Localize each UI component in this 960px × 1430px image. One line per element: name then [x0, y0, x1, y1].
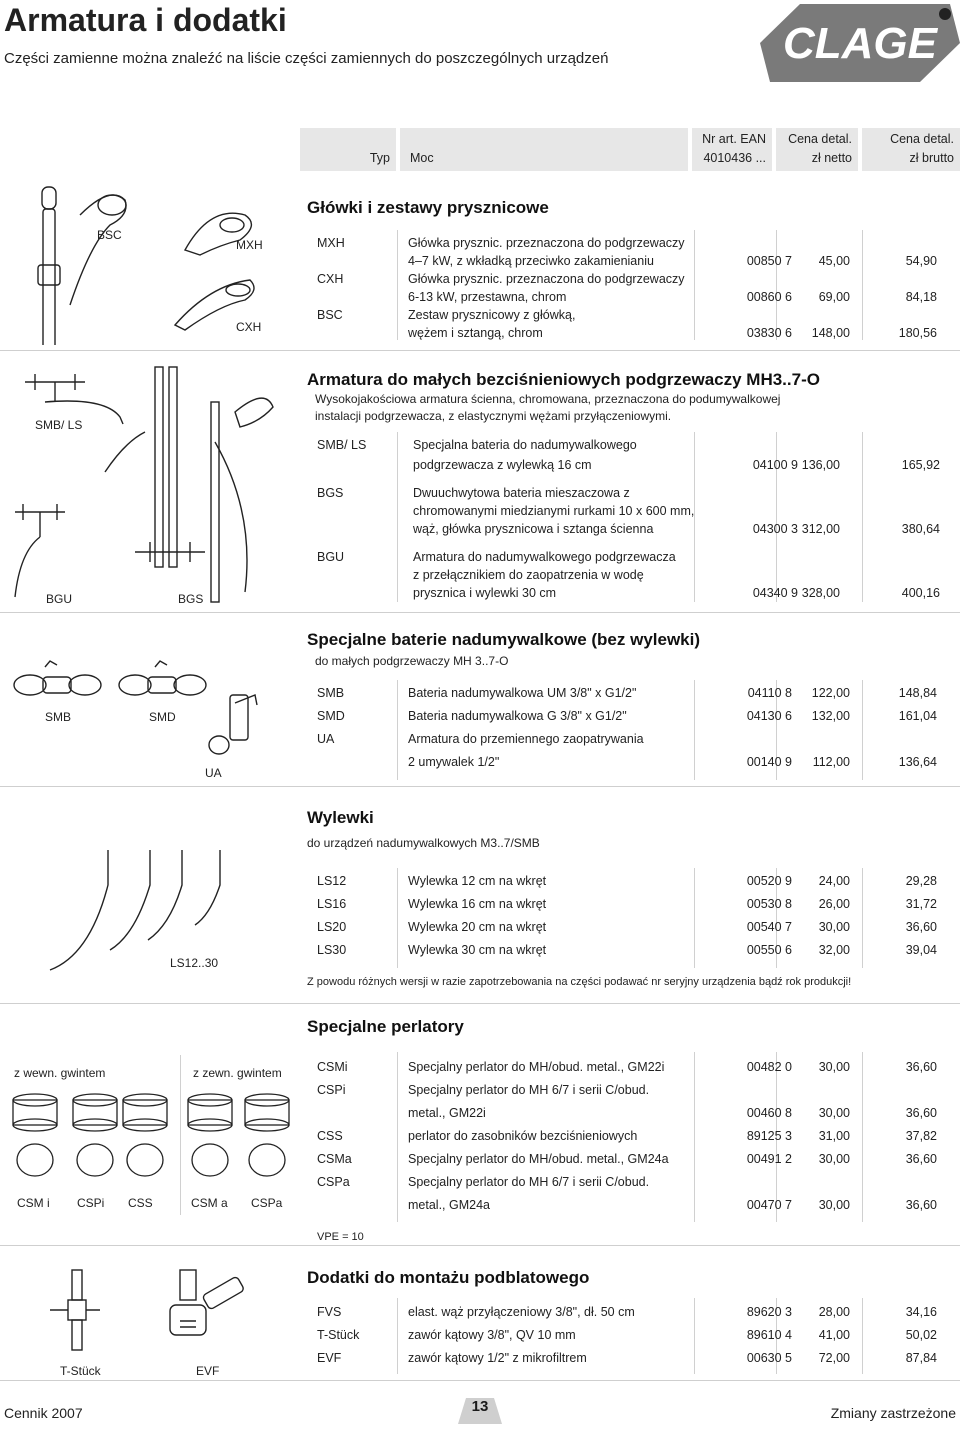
- desc-cell: zawór kątowy 1/2" z mikrofiltrem: [408, 1351, 587, 1365]
- net-price-cell: 32,00: [818, 943, 850, 957]
- table-row: [300, 1060, 960, 1080]
- img-label-csm-a: CSM a: [191, 1196, 228, 1210]
- gross-price-cell: 39,04: [905, 943, 937, 957]
- type-cell: LS20: [317, 920, 347, 934]
- desc-cell: Bateria nadumywalkowa UM 3/8" x G1/2": [408, 686, 637, 700]
- ean-cell: 00470 7: [746, 1198, 792, 1212]
- desc-cell: metal., GM24a: [408, 1198, 490, 1212]
- net-price-cell: 45,00: [818, 254, 850, 268]
- net-price-cell: 30,00: [818, 1152, 850, 1166]
- header-net: Cena detal. zł netto: [776, 128, 858, 171]
- type-cell: EVF: [317, 1351, 342, 1365]
- section-title-shower-heads: Główki i zestawy prysznicowe: [307, 198, 549, 217]
- net-price-cell: 30,00: [818, 1106, 850, 1120]
- desc-cell: chromowanymi miedzianymi rurkami 10 x 600 mm,: [413, 504, 695, 518]
- spouts-illustration: [30, 845, 270, 980]
- table-row: [300, 943, 960, 963]
- type-cell: UA: [317, 732, 335, 746]
- img-label-ua: UA: [205, 766, 222, 780]
- ean-cell: 00482 0: [746, 1060, 792, 1074]
- table-row: [300, 874, 960, 894]
- desc-cell: Wylewka 20 cm na wkręt: [408, 920, 547, 934]
- s2-block: [300, 438, 960, 608]
- page-subtitle: Części zamienne można znaleźć na liście części zamiennych do poszczególnych urządzeń: [4, 50, 609, 67]
- section-title-small-heater-fittings: Armatura do małych bezciśnieniowych podgrzewaczy MH3..7-O: [307, 370, 820, 389]
- net-price-cell: 69,00: [818, 290, 850, 304]
- img-label-evf: EVF: [196, 1364, 220, 1378]
- page-number: 13: [471, 1398, 489, 1415]
- type-cell: FVS: [317, 1305, 342, 1319]
- s3-block: [300, 686, 960, 786]
- net-price-cell: 122,00: [811, 686, 850, 700]
- gross-price-cell: 37,82: [905, 1129, 937, 1143]
- desc-cell: Specjalna bateria do nadumywalkowego: [413, 438, 637, 452]
- desc-cell: Specjalny perlator do MH/obud. metal., GM22i: [408, 1060, 665, 1074]
- gross-price-cell: 84,18: [905, 290, 937, 304]
- net-price-cell: 72,00: [818, 1351, 850, 1365]
- s4-block: [300, 874, 960, 970]
- type-cell: CSPa: [317, 1175, 350, 1189]
- table-row: [300, 1106, 960, 1126]
- gross-price-cell: 36,60: [905, 920, 937, 934]
- table-row: [300, 1175, 960, 1195]
- gross-price-cell: 36,60: [905, 1198, 937, 1212]
- img-label-cspa: CSPa: [251, 1196, 283, 1210]
- ean-cell: 03830 6: [746, 326, 792, 340]
- desc-cell: 2 umywalek 1/2": [408, 755, 500, 769]
- section-title-aerators: Specjalne perlatory: [307, 1017, 464, 1036]
- desc-cell: Wylewka 30 cm na wkręt: [408, 943, 547, 957]
- section-title-spouts: Wylewki: [307, 808, 374, 827]
- ean-cell: 00850 7: [746, 254, 792, 268]
- img-label-external-thread: z zewn. gwintem: [193, 1066, 282, 1080]
- s1-block: [300, 236, 960, 346]
- img-label-bgs: BGS: [178, 592, 204, 606]
- ean-cell: 00491 2: [746, 1152, 792, 1166]
- gross-price-cell: 148,84: [898, 686, 937, 700]
- footer-price-list: Cennik 2007: [4, 1405, 83, 1421]
- table-row: [300, 755, 960, 775]
- table-row: [300, 709, 960, 729]
- type-cell: BGS: [317, 486, 344, 500]
- net-price-cell: 132,00: [811, 709, 850, 723]
- img-label-bsc: BSC: [97, 228, 122, 242]
- ean-cell: 89620 3: [746, 1305, 792, 1319]
- gross-price-cell: 36,60: [905, 1060, 937, 1074]
- clage-logo: [760, 2, 960, 84]
- desc-cell: Dwuuchwytowa bateria mieszaczowa z: [413, 486, 630, 500]
- serial-number-note: Z powodu różnych wersji w razie zapotrzebowania na części podawać nr seryjny urządzenia bądź rok produkcji!: [307, 976, 852, 988]
- aerators-illustration: [5, 1080, 295, 1185]
- section-desc: do małych podgrzewaczy MH 3..7-O: [315, 654, 509, 668]
- gross-price-cell: 136,64: [898, 755, 937, 769]
- ean-cell: 04100 9: [752, 458, 798, 472]
- desc-cell: Główka prysznic. przeznaczona do podgrzewaczy: [408, 272, 685, 286]
- img-label-t-stueck: T-Stück: [60, 1364, 101, 1378]
- footer-changes-reserved: Zmiany zastrzeżone: [830, 1405, 956, 1421]
- desc-cell: wąż, główka prysznicowa i sztanga ścienna: [413, 522, 654, 536]
- header-typ: Typ: [300, 128, 396, 171]
- img-label-smb: SMB: [45, 710, 72, 724]
- section-desc-line1: Wysokojakościowa armatura ścienna, chromowana, przeznaczona do podumywalkowej: [315, 392, 781, 406]
- gross-price-cell: 400,16: [901, 586, 940, 600]
- table-row: [300, 1129, 960, 1149]
- desc-cell: Wylewka 16 cm na wkręt: [408, 897, 547, 911]
- table-header: [300, 128, 960, 171]
- ean-cell: 00530 8: [746, 897, 792, 911]
- img-label-cspi: CSPi: [77, 1196, 105, 1210]
- type-cell: BSC: [317, 308, 343, 322]
- header-ean: Nr art. EAN 4010436 ...: [692, 128, 772, 171]
- ean-cell: 00630 5: [746, 1351, 792, 1365]
- type-cell: LS30: [317, 943, 347, 957]
- desc-cell: 4–7 kW, z wkładką przeciwko zakamienianiu: [408, 254, 654, 268]
- gross-price-cell: 380,64: [901, 522, 940, 536]
- table-row: [300, 686, 960, 706]
- page-title: Armatura i dodatki: [4, 2, 287, 38]
- gross-price-cell: 36,60: [905, 1106, 937, 1120]
- type-cell: CSMa: [317, 1152, 352, 1166]
- img-label-csm-i: CSM i: [17, 1196, 50, 1210]
- type-cell: CSPi: [317, 1083, 346, 1097]
- desc-cell: Wylewka 12 cm na wkręt: [408, 874, 547, 888]
- table-row: [300, 1198, 960, 1218]
- gross-price-cell: 31,72: [905, 897, 937, 911]
- desc-cell: podgrzewacza z wylewką 16 cm: [413, 458, 592, 472]
- desc-cell: Armatura do przemiennego zaopatrywania: [408, 732, 644, 746]
- img-label-smb-ls: SMB/ LS: [35, 418, 83, 432]
- ean-cell: 89610 4: [746, 1328, 792, 1342]
- type-cell: SMD: [317, 709, 345, 723]
- net-price-cell: 24,00: [818, 874, 850, 888]
- net-price-cell: 112,00: [812, 755, 850, 769]
- gross-price-cell: 36,60: [905, 1152, 937, 1166]
- type-cell: SMB/ LS: [317, 438, 367, 452]
- accessories-illustration: [40, 1265, 260, 1365]
- table-row: [300, 1083, 960, 1103]
- ean-cell: 04340 9: [752, 586, 798, 600]
- desc-cell: Główka prysznic. przeznaczona do podgrzewaczy: [408, 236, 685, 250]
- type-cell: CSMi: [317, 1060, 348, 1074]
- type-cell: MXH: [317, 236, 345, 250]
- table-row: [300, 920, 960, 940]
- desc-cell: perlator do zasobników bezciśnieniowych: [408, 1129, 638, 1143]
- gross-price-cell: 34,16: [905, 1305, 937, 1319]
- img-label-internal-thread: z wewn. gwintem: [14, 1066, 106, 1080]
- table-row: [300, 732, 960, 752]
- header-moc: Moc: [400, 128, 688, 171]
- desc-cell: elast. wąż przyłączeniowy 3/8", dł. 50 cm: [408, 1305, 635, 1319]
- svg-text:CLAGE: CLAGE: [783, 19, 937, 68]
- section-title-mounting-accessories: Dodatki do montażu podblatowego: [307, 1268, 590, 1287]
- desc-cell: metal., GM22i: [408, 1106, 486, 1120]
- section-desc-line2: instalacji podgrzewacza, z elastycznymi wężami przyłączeniowymi.: [315, 409, 672, 423]
- vpe-note: VPE = 10: [317, 1231, 364, 1243]
- desc-cell: 6-13 kW, przestawna, chrom: [408, 290, 567, 304]
- img-label-smd: SMD: [149, 710, 176, 724]
- header-gross: Cena detal. zł brutto: [862, 128, 960, 171]
- table-row: [300, 897, 960, 917]
- type-cell: LS12: [317, 874, 347, 888]
- img-label-bgu: BGU: [46, 592, 73, 606]
- section-desc: do urządzeń nadumywalkowych M3..7/SMB: [307, 836, 540, 850]
- desc-cell: Zestaw prysznicowy z główką,: [408, 308, 576, 322]
- ean-cell: 00460 8: [746, 1106, 792, 1120]
- net-price-cell: 26,00: [818, 897, 850, 911]
- type-cell: BGU: [317, 550, 345, 564]
- type-cell: T-Stück: [317, 1328, 360, 1342]
- net-price-cell: 31,00: [818, 1129, 850, 1143]
- desc-cell: wężem i sztangą, chrom: [408, 326, 543, 340]
- table-row: [300, 1305, 960, 1325]
- net-price-cell: 312,00: [801, 522, 840, 536]
- desc-cell: Specjalny perlator do MH 6/7 i serii C/obud.: [408, 1083, 650, 1097]
- net-price-cell: 28,00: [818, 1305, 850, 1319]
- table-row: [300, 1351, 960, 1371]
- desc-cell: Bateria nadumywalkowa G 3/8" x G1/2": [408, 709, 627, 723]
- net-price-cell: 41,00: [818, 1328, 850, 1342]
- img-label-ls: LS12..30: [170, 956, 219, 970]
- ean-cell: 04130 6: [746, 709, 792, 723]
- net-price-cell: 30,00: [818, 1060, 850, 1074]
- ean-cell: 04110 8: [747, 686, 792, 700]
- net-price-cell: 136,00: [801, 458, 840, 472]
- img-label-css: CSS: [128, 1196, 153, 1210]
- ean-cell: 00860 6: [746, 290, 792, 304]
- desc-cell: Specjalny perlator do MH/obud. metal., GM24a: [408, 1152, 669, 1166]
- ean-cell: 00520 9: [746, 874, 792, 888]
- net-price-cell: 148,00: [811, 326, 850, 340]
- gross-price-cell: 50,02: [905, 1328, 937, 1342]
- img-label-mxh: MXH: [236, 238, 263, 252]
- gross-price-cell: 54,90: [905, 254, 937, 268]
- desc-cell: Specjalny perlator do MH 6/7 i serii C/obud.: [408, 1175, 650, 1189]
- s6-block: [300, 1305, 960, 1377]
- gross-price-cell: 161,04: [898, 709, 937, 723]
- gross-price-cell: 87,84: [905, 1351, 937, 1365]
- s5-block: [300, 1060, 960, 1220]
- ean-cell: 89125 3: [746, 1129, 792, 1143]
- ean-cell: 04300 3: [752, 522, 798, 536]
- table-row: [300, 1328, 960, 1348]
- type-cell: LS16: [317, 897, 347, 911]
- ean-cell: 00550 6: [746, 943, 792, 957]
- fittings-illustration: [5, 362, 295, 610]
- section-title-special-mixers: Specjalne baterie nadumywalkowe (bez wylewki): [307, 630, 701, 649]
- net-price-cell: 30,00: [818, 920, 850, 934]
- desc-cell: prysznica i wylewki 30 cm: [413, 586, 557, 600]
- desc-cell: Armatura do nadumywalkowego podgrzewacza: [413, 550, 676, 564]
- type-cell: CSS: [317, 1129, 343, 1143]
- page-number-box: [458, 1392, 502, 1424]
- table-row: [300, 1152, 960, 1172]
- img-label-cxh: CXH: [236, 320, 262, 334]
- ean-cell: 00140 9: [746, 755, 792, 769]
- net-price-cell: 328,00: [801, 586, 840, 600]
- net-price-cell: 30,00: [818, 1198, 850, 1212]
- gross-price-cell: 29,28: [905, 874, 937, 888]
- desc-cell: z przełącznikiem do zaopatrzenia w wodę: [413, 568, 644, 582]
- type-cell: SMB: [317, 686, 345, 700]
- gross-price-cell: 165,92: [901, 458, 940, 472]
- gross-price-cell: 180,56: [898, 326, 937, 340]
- ean-cell: 00540 7: [746, 920, 792, 934]
- desc-cell: zawór kątowy 3/8", QV 10 mm: [408, 1328, 576, 1342]
- type-cell: CXH: [317, 272, 344, 286]
